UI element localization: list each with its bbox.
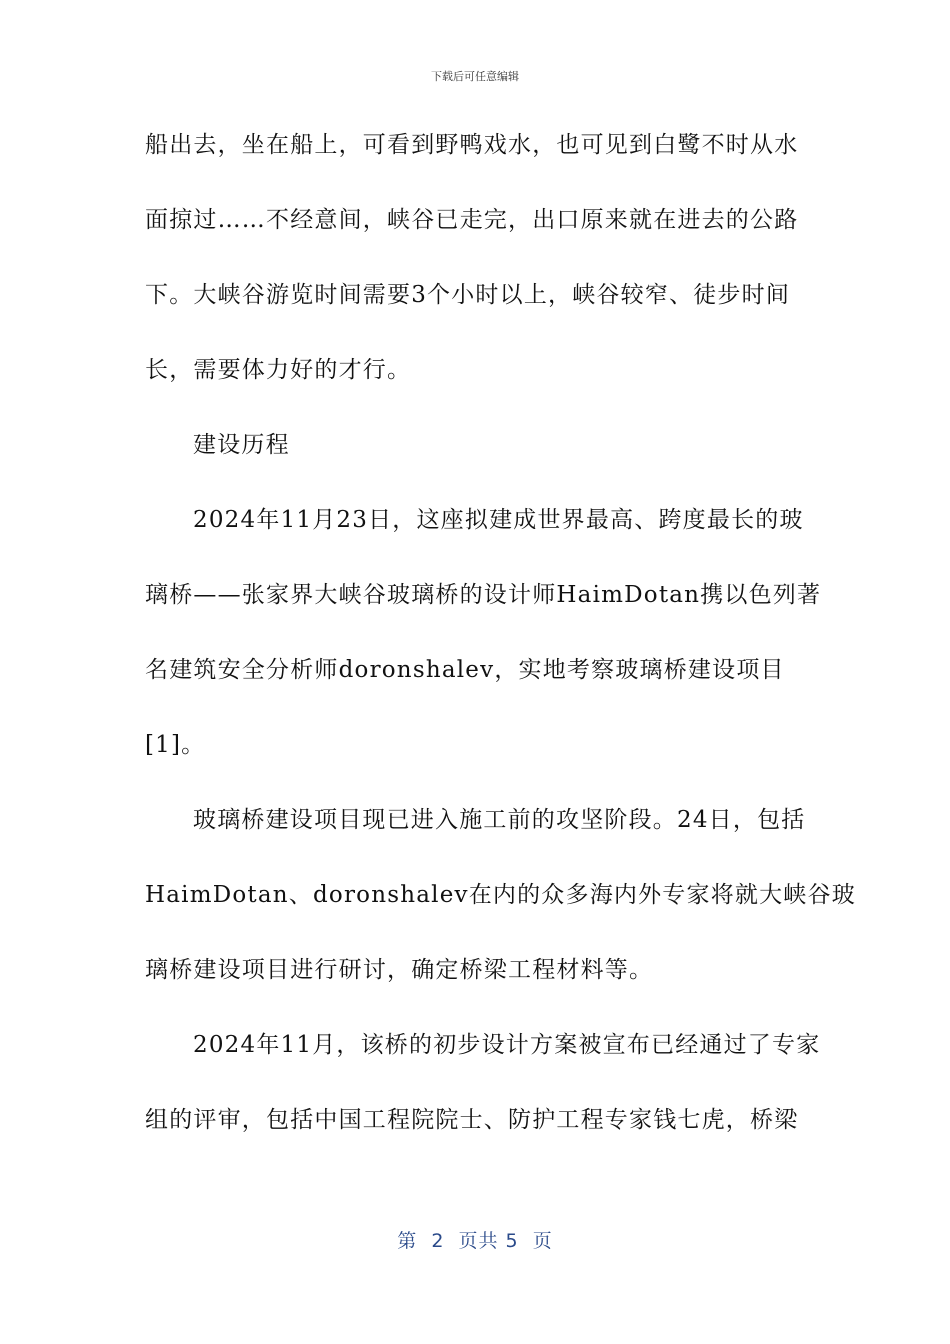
body-line: 璃桥——张家界大峡谷玻璃桥的设计师HaimDotan携以色列著 (145, 582, 822, 608)
body-line: 2024年11月23日，这座拟建成世界最高、跨度最长的玻 (193, 507, 804, 533)
body-line: 玻璃桥建设项目现已进入施工前的攻坚阶段。24日，包括 (193, 807, 806, 833)
body-line: 船出去，坐在船上，可看到野鸭戏水，也可见到白鹭不时从水 (145, 132, 799, 158)
body-line: 面掠过……不经意间，峡谷已走完，出口原来就在进去的公路 (145, 207, 799, 233)
body-line: 组的评审，包括中国工程院院士、防护工程专家钱七虎，桥梁 (145, 1107, 799, 1133)
section-heading: 建设历程 (193, 432, 290, 458)
body-line: HaimDotan、doronshalev在内的众多海内外专家将就大峡谷玻 (145, 882, 856, 908)
body-line: 2024年11月，该桥的初步设计方案被宣布已经通过了专家 (193, 1032, 821, 1058)
body-line: 下。大峡谷游览时间需要3个小时以上，峡谷较窄、徒步时间 (145, 282, 791, 308)
page-number-footer: 第 2 页共 5 页 (397, 1230, 553, 1252)
body-line: 名建筑安全分析师doronshalev，实地考察玻璃桥建设项目 (145, 657, 785, 683)
document-body (145, 123, 856, 1173)
body-line: 长，需要体力好的才行。 (145, 357, 412, 383)
citation-line: [1]。 (145, 732, 206, 758)
body-line: 璃桥建设项目进行研讨，确定桥梁工程材料等。 (145, 957, 654, 983)
header-note: 下载后可任意编辑 (431, 70, 519, 83)
